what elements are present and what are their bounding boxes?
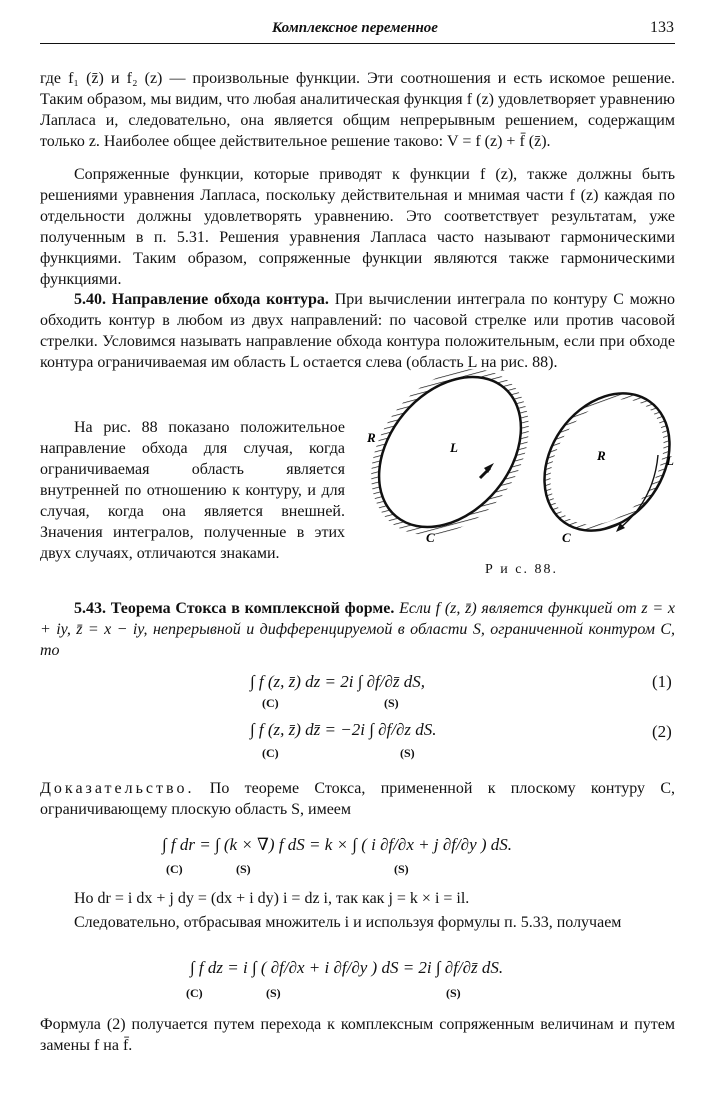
page-number: 133 — [650, 19, 674, 36]
paragraph-general-solution — [40, 68, 675, 152]
label-L: L — [450, 440, 458, 455]
eq4-formula: ∫ f dz = i ∫ ( ∂f/∂x + i ∂f/∂y ) dS = 2i ∫ ∂f/∂z̄ dS. — [190, 958, 504, 977]
para2-text: Сопряженные функции, которые приводят к функции f (z), также должны быть решениями уравнения Лапласа, поскольку действительная и мнимая части f (z) каждая по отдельности должны удовлетворять уравнению. Это соответствует результатам, уже полученным в п. 5.31. Решения уравнения Лапласа часто называют гармоническими функциями. Таким образом, сопряженные функции являются также гармоническими функциями. — [40, 166, 675, 288]
label-C: C — [426, 530, 435, 545]
header-title: Комплексное переменное — [272, 20, 438, 36]
label-R-outer: R — [597, 448, 606, 463]
eq3-sub-s2: (S) — [394, 862, 409, 876]
final-text: Формула (2) получается путем перехода к комплексным сопряженным величинам и путем замены f на f̄. — [40, 1016, 675, 1054]
line-hence: Следовательно, отбрасывая множитель i и используя формулы п. 5.33, получаем — [74, 914, 622, 931]
proof-continuation — [40, 888, 675, 933]
header-rule — [40, 43, 675, 44]
eq1-formula: ∫ f (z, z̄) dz = 2i ∫ ∂f/∂z̄ dS, — [250, 672, 426, 691]
eq2-sub-c: (C) — [262, 746, 279, 760]
label-R: R — [367, 430, 376, 445]
section-5-43-statement: Если f (z, z̄) является функцией от z = x + iy, z̄ = x − iy, непрерывной и дифференцируемой в области S, ограниченной контуром C, то — [40, 600, 676, 659]
section-5-40-lead: При вычислении интеграла по контуру C можно обходить контур в любом из двух направлений: по часовой стрелке или против часовой стрелки. Условимся называть направление обхода контура положительным, если при обходе контура ограничиваемая им область L остается слева (область L на рис. 88). — [40, 291, 676, 371]
section-5-43-heading: 5.43. Теорема Стокса в комплексной форме. — [74, 600, 395, 617]
section-5-40-wrap — [40, 417, 345, 564]
line-but: Но dr = i dx + j dy = (dx + i dy) i = dz i, так как j = k × i = il. — [74, 890, 470, 907]
figure-88 — [362, 360, 682, 560]
eq2-sub-s: (S) — [400, 746, 415, 760]
contour-diagram — [362, 360, 682, 560]
figure-caption: Р и с. 88. — [485, 562, 558, 577]
para1-text: где f₁ (z̄) и f₂ (z) — произвольные функции. Эти соотношения и есть искомое решение. Таким образом, мы видим, что любая аналитическая функция f (z) удовлетворяет уравнению Лапласа и, следовательно, она является общим непрерывным решением, содержащим только z. Наиболее общее действительное решение таково: V = f (z) + f̄ (z̄). — [40, 70, 675, 150]
eq2-number: (2) — [652, 722, 672, 741]
proof-word: Доказательство. — [40, 780, 195, 797]
eq2-formula: ∫ f (z, z̄) dz̄ = −2i ∫ ∂f/∂z dS. — [250, 720, 437, 739]
eq4-sub-c: (C) — [186, 986, 203, 1000]
label-C2: C — [562, 530, 571, 545]
section-5-40-heading: 5.40. Направление обхода контура. — [74, 291, 329, 308]
proof-text: По теореме Стокса, примененной к плоскому контуру C, ограничивающему плоскую область S, имеем — [40, 780, 676, 818]
eq1-number: (1) — [652, 672, 672, 691]
eq1-sub-s: (S) — [384, 696, 399, 710]
eq1-sub-c: (C) — [262, 696, 279, 710]
final-paragraph — [40, 1014, 675, 1056]
eq3-sub-s1: (S) — [236, 862, 251, 876]
inner-region-contour — [362, 360, 561, 560]
paragraph-conjugate-functions — [40, 164, 675, 290]
proof-paragraph — [40, 778, 675, 820]
eq4-sub-s1: (S) — [266, 986, 281, 1000]
label-L-outer: L — [666, 453, 674, 468]
eq3-sub-c: (C) — [166, 862, 183, 876]
section-5-40-para: На рис. 88 показано положительное направление обхода для случая, когда ограничиваемая область является внутренней по отношению к контуру, и для случая, когда она является внешней. Значения интегралов, полученные в этих двух случаях, отличаются знаками. — [40, 419, 345, 562]
eq3-formula: ∫ f dr = ∫ (k × ∇) f dS = k × ∫ ( i ∂f/∂x + j ∂f/∂y ) dS. — [162, 835, 513, 854]
section-5-43 — [40, 598, 675, 661]
eq4-sub-s2: (S) — [446, 986, 461, 1000]
